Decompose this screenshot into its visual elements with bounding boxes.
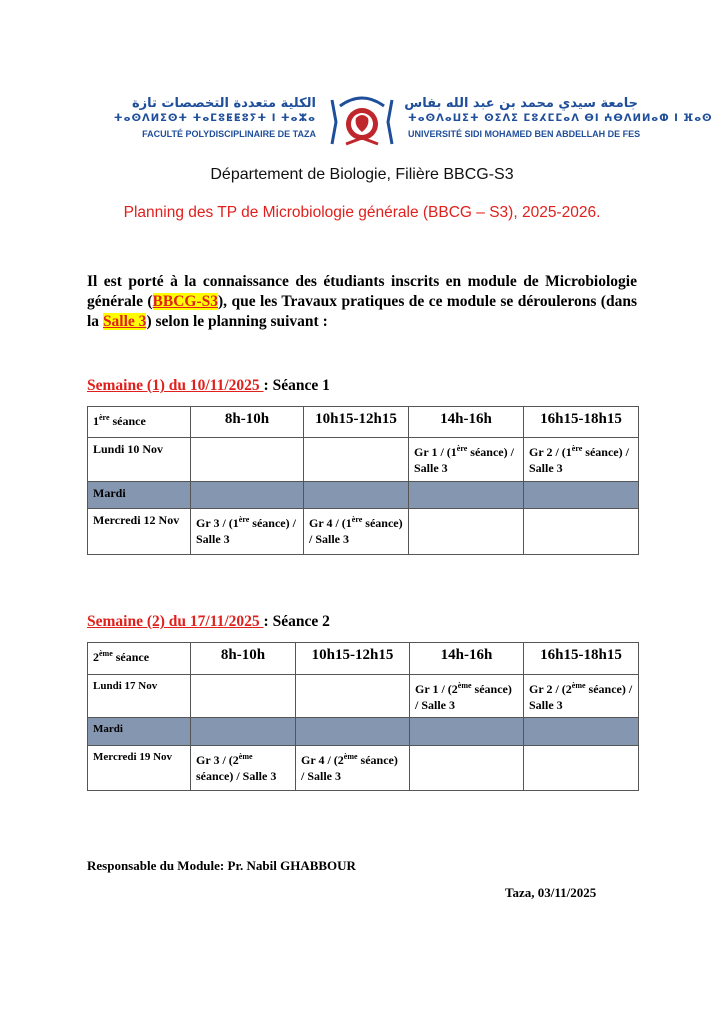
empty-cell (191, 438, 304, 482)
empty-cell (524, 482, 639, 509)
university-block (404, 96, 713, 141)
slot-header: 8h-10h (191, 643, 296, 675)
group-cell: Gr 2 / (2ème séance) / Salle 3 (524, 675, 639, 718)
slot-header: 14h-16h (409, 407, 524, 438)
day-cell: Mardi (88, 482, 191, 509)
group-cell: Gr 3 / (2ème séance) / Salle 3 (191, 746, 296, 791)
table-row (88, 509, 639, 555)
slot-header: 16h15-18h15 (524, 407, 639, 438)
empty-cell (409, 482, 524, 509)
day-cell: Lundi 17 Nov (88, 675, 191, 718)
slot-header: 8h-10h (191, 407, 304, 438)
week1-label: Semaine (1) du 10/11/2025 (87, 377, 264, 394)
group-cell: Gr 3 / (1ère séance) / Salle 3 (191, 509, 304, 555)
slot-header: 10h15-12h15 (296, 643, 410, 675)
highlight-module: BBCG-S3 (152, 293, 218, 310)
group-cell: Gr 4 / (2ème séance) / Salle 3 (296, 746, 410, 791)
empty-cell (191, 482, 304, 509)
slot-header: 16h15-18h15 (524, 643, 639, 675)
table-row (88, 438, 639, 482)
empty-cell (296, 675, 410, 718)
intro-paragraph (87, 272, 637, 332)
week2-label: Semaine (2) du 17/11/2025 (87, 613, 264, 630)
intro-text-1: Il est porté à la connaissance des étudiants inscrits en module de Microbiologie générale ( (87, 273, 637, 310)
empty-cell (191, 718, 296, 746)
university-name-tifinagh: ⵜⴰⵙⴷⴰⵡⵉⵜ ⵙⵉⴷⵉ ⵎⵓⵃⵎⵎⴰⴷ ⴱⵏ ⵄⴱⴷⵍⵍⴰⵀ ⵏ ⴼⴰⵙ (408, 113, 713, 124)
highlight-room: Salle 3 (102, 313, 147, 330)
slot-header: 10h15-12h15 (304, 407, 409, 438)
empty-cell (410, 718, 524, 746)
empty-cell (304, 482, 409, 509)
session-header: 1ère séance (88, 407, 191, 438)
empty-cell (191, 675, 296, 718)
week1-seance: : Séance 1 (263, 377, 330, 394)
empty-cell (524, 509, 639, 555)
week2-heading (87, 613, 330, 631)
table-row (88, 718, 639, 746)
empty-cell (304, 438, 409, 482)
letterhead (86, 92, 713, 154)
faculty-block (86, 96, 316, 141)
day-cell: Mardi (88, 718, 191, 746)
faculty-name-tifinagh: ⵜⴰⵙⴷⵍⵉⵙⵜ ⵜⴰⵎⵓⵟⵟⵓⵢⵜ ⵏ ⵜⴰⵣⴰ (113, 113, 316, 124)
group-cell: Gr 1 / (1ère séance) / Salle 3 (409, 438, 524, 482)
empty-cell (409, 509, 524, 555)
table-header-row (88, 407, 639, 438)
university-name-french: UNIVERSITÉ SIDI MOHAMED BEN ABDELLAH DE FES (408, 129, 641, 139)
faculty-name-french: FACULTÉ POLYDISCIPLINAIRE DE TAZA (142, 129, 316, 139)
group-cell: Gr 4 / (1ère séance) / Salle 3 (304, 509, 409, 555)
group-cell: Gr 2 / (1ère séance) / Salle 3 (524, 438, 639, 482)
week1-heading (87, 377, 330, 395)
day-cell: Mercredi 12 Nov (88, 509, 191, 555)
intro-text-2: ), que les Travaux pratiques de ce module se déroulerons (dans la (87, 293, 637, 330)
university-logo (326, 92, 398, 152)
day-cell: Mercredi 19 Nov (88, 746, 191, 791)
empty-cell (524, 718, 639, 746)
day-cell: Lundi 10 Nov (88, 438, 191, 482)
empty-cell (410, 746, 524, 791)
document-date: Taza, 03/11/2025 (505, 885, 597, 900)
session-header: 2ème séance (88, 643, 191, 675)
department-title: Département de Biologie, Filière BBCG-S3 (210, 166, 514, 183)
empty-cell (296, 718, 410, 746)
week2-schedule-table (87, 642, 639, 791)
table-header-row (88, 643, 639, 675)
week1-schedule-table (87, 406, 639, 555)
slot-header: 14h-16h (410, 643, 524, 675)
table-row (88, 675, 639, 718)
planning-subtitle: Planning des TP de Microbiologie générale (BBCG – S3), 2025-2026. (123, 204, 601, 221)
group-cell: Gr 1 / (2ème séance) / Salle 3 (410, 675, 524, 718)
faculty-name-arabic: الكلية متعددة التخصصات تازة (131, 96, 316, 111)
table-row (88, 482, 639, 509)
module-responsible: Responsable du Module: Pr. Nabil GHABBOUR (87, 858, 356, 873)
intro-text-3: ) selon le planning suivant : (146, 313, 328, 330)
table-row (88, 746, 639, 791)
empty-cell (524, 746, 639, 791)
week2-seance: : Séance 2 (263, 613, 330, 630)
university-name-arabic: جامعة سيدي محمد بن عبد الله بفاس (404, 96, 638, 111)
